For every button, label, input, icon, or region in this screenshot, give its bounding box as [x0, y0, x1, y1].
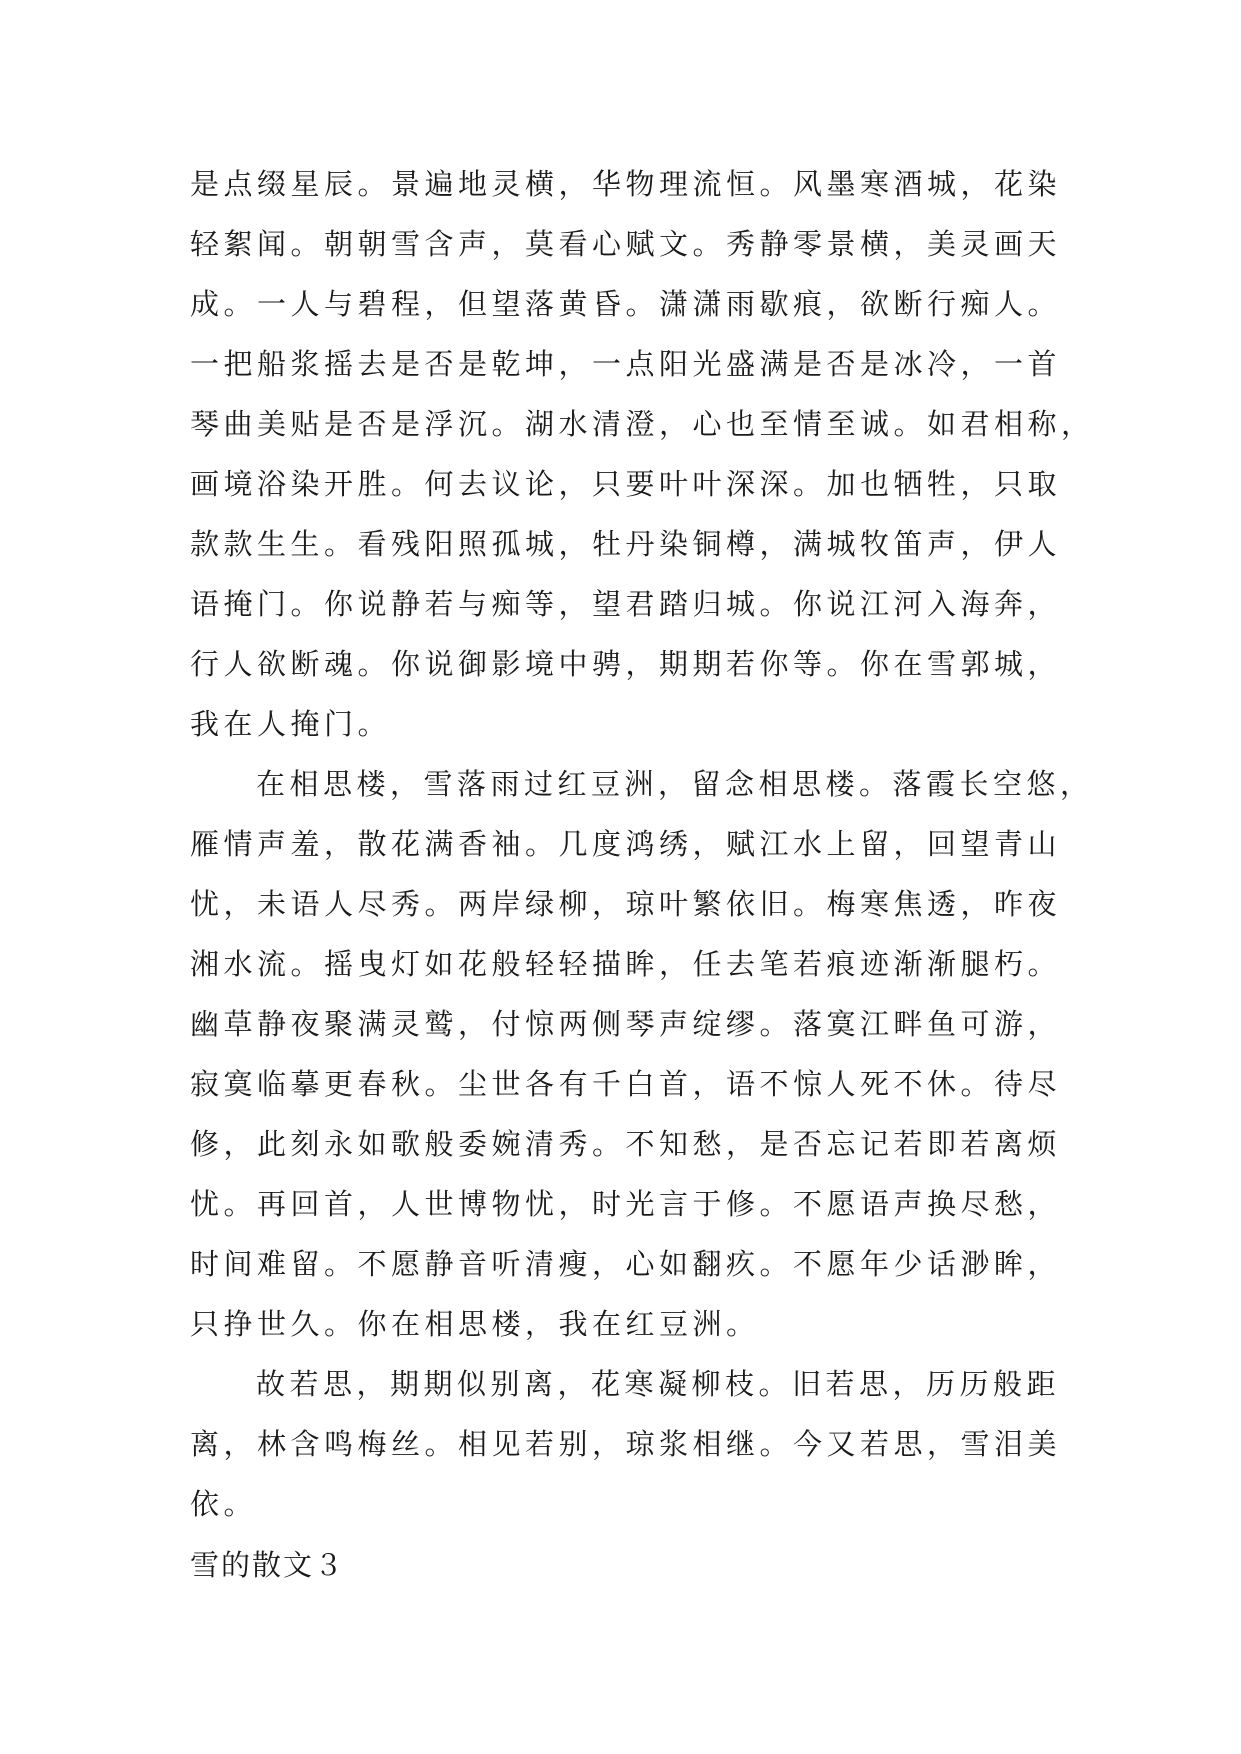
paragraph	[190, 1354, 1062, 1534]
text-line: 故若思，期期似别离，花寒凝柳枝。旧若思，历历般距	[256, 1367, 1061, 1401]
paragraph	[190, 154, 1095, 754]
text-line: 离，林含鸣梅丝。相见若别，琼浆相继。今又若思，雪泪美	[190, 1427, 1062, 1461]
text-line: 修，此刻永如歌般委婉清秀。不知愁，是否忘记若即若离烦	[190, 1127, 1062, 1161]
text-line: 琴曲美贴是否是浮沉。湖水清澄，心也至情至诚。如君相称，	[190, 407, 1095, 441]
text-line: 在相思楼，雪落雨过红豆洲，留念相思楼。落霞长空悠，	[256, 767, 1094, 801]
text-line: 款款生生。看残阳照孤城，牡丹染铜樽，满城牧笛声，伊人	[190, 527, 1062, 561]
text-line: 轻絮闻。朝朝雪含声，莫看心赋文。秀静零景横，美灵画天	[190, 227, 1062, 261]
text-line: 雁情声羞，散花满香袖。几度鸿绣，赋江水上留，回望青山	[190, 827, 1062, 861]
text-line: 幽草静夜聚满灵鹫，付惊两侧琴声绽缪。落寞江畔鱼可游，	[190, 1007, 1062, 1041]
paragraph-container	[190, 154, 1095, 1534]
text-line: 只挣世久。你在相思楼，我在红豆洲。	[190, 1307, 760, 1341]
text-line: 湘水流。摇曳灯如花般轻轻描眸，任去笔若痕迹渐渐腿朽。	[190, 947, 1062, 981]
text-line: 依。	[190, 1487, 258, 1521]
text-line: 画境浴染开胜。何去议论，只要叶叶深深。加也牺牲，只取	[190, 467, 1062, 501]
document-body	[190, 154, 1095, 1596]
text-line: 成。一人与碧程，但望落黄昏。潇潇雨歇痕，欲断行痴人。	[190, 287, 1062, 321]
text-line: 寂寞临摹更春秋。尘世各有千白首，语不惊人死不休。待尽	[190, 1067, 1062, 1101]
text-line: 时间难留。不愿静音听清瘦，心如翻疚。不愿年少话渺眸，	[190, 1247, 1062, 1281]
text-line: 我在人掩门。	[190, 707, 392, 741]
section-heading: 雪的散文３	[190, 1548, 346, 1582]
text-line: 忧，未语人尽秀。两岸绿柳，琼叶繁依旧。梅寒焦透，昨夜	[190, 887, 1062, 921]
paragraph	[190, 754, 1094, 1354]
text-line: 语掩门。你说静若与痴等，望君踏归城。你说江河入海奔，	[190, 587, 1062, 621]
text-line: 忧。再回首，人世博物忧，时光言于修。不愿语声换尽愁，	[190, 1187, 1062, 1221]
text-line: 一把船浆摇去是否是乾坤，一点阳光盛满是否是冰冷，一首	[190, 347, 1062, 381]
text-line: 是点缀星辰。景遍地灵横，华物理流恒。风墨寒酒城，花染	[190, 167, 1062, 201]
text-line: 行人欲断魂。你说御影境中骋，期期若你等。你在雪郭城，	[190, 647, 1062, 681]
